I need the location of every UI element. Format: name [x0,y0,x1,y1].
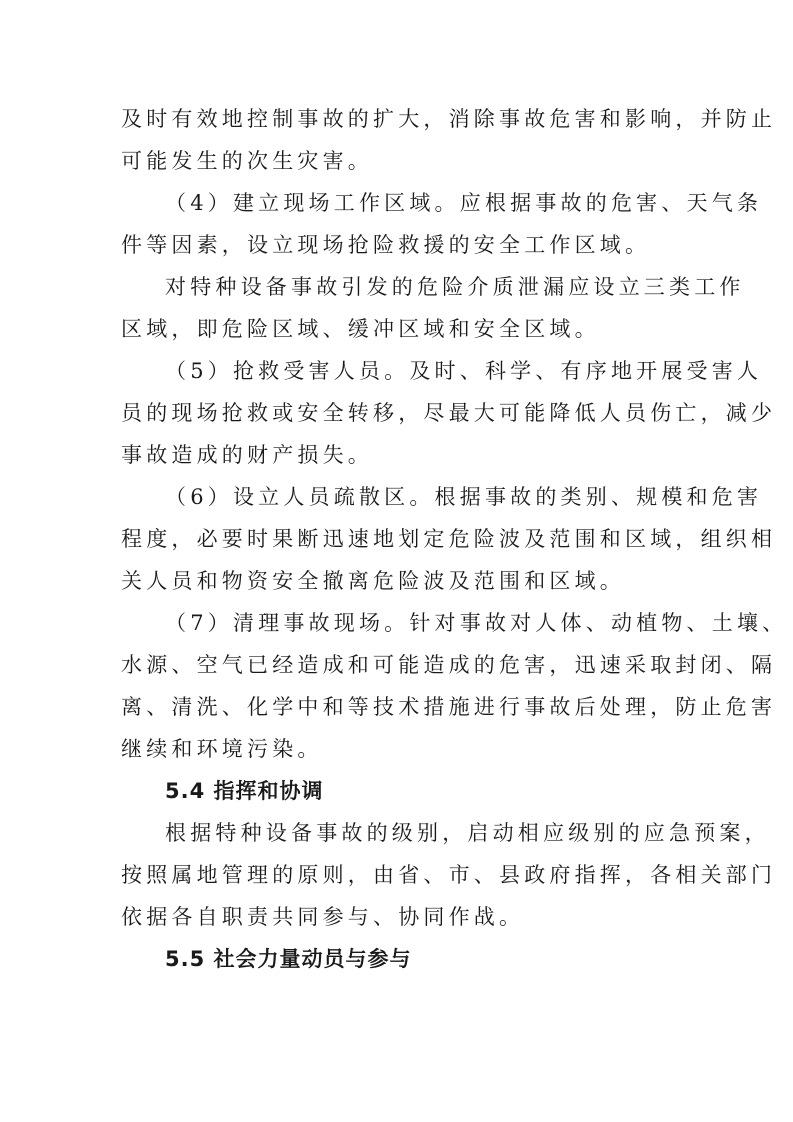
text-line: （6）设立人员疏散区。根据事故的类别、规模和危害 [165,485,763,509]
text-line: 根据特种设备事故的级别，启动相应级别的应急预案， [165,821,770,845]
text-line: 可能发生的次生灾害。 [121,149,373,173]
text-line: 离、清洗、化学中和等技术措施进行事故后处理，防止危害 [121,695,777,719]
text-line: 区域，即危险区域、缓冲区域和安全区域。 [121,317,600,341]
text-line: 继续和环境污染。 [121,737,323,761]
text-line: （4）建立现场工作区域。应根据事故的危害、天气条 [165,191,763,215]
text-line: 依据各自职责共同参与、协同作战。 [121,905,525,929]
text-line: 事故造成的财产损失。 [121,443,373,467]
text-line: 水源、空气已经造成和可能造成的危害，迅速采取封闭、隔 [121,653,777,677]
text-line: 关人员和物资安全撤离危险波及范围和区域。 [121,569,625,593]
text-line: 及时有效地控制事故的扩大，消除事故危害和影响，并防止 [121,107,777,131]
text-line: （5）抢救受害人员。及时、科学、有序地开展受害人 [165,359,763,383]
text-line: 对特种设备事故引发的危险介质泄漏应设立三类工作 [165,275,745,299]
text-line: 件等因素，设立现场抢险救援的安全工作区域。 [121,233,651,257]
section-heading: 5.5 社会力量动员与参与 [165,947,412,971]
text-line: 员的现场抢救或安全转移，尽最大可能降低人员伤亡，减少 [121,401,777,425]
section-heading: 5.4 指挥和协调 [165,779,324,803]
text-line: 按照属地管理的原则，由省、市、县政府指挥，各相关部门 [121,863,777,887]
text-line: 程度，必要时果断迅速地划定危险波及范围和区域，组织相 [121,527,777,551]
text-line: （7）清理事故现场。针对事故对人体、动植物、土壤、 [165,611,788,635]
